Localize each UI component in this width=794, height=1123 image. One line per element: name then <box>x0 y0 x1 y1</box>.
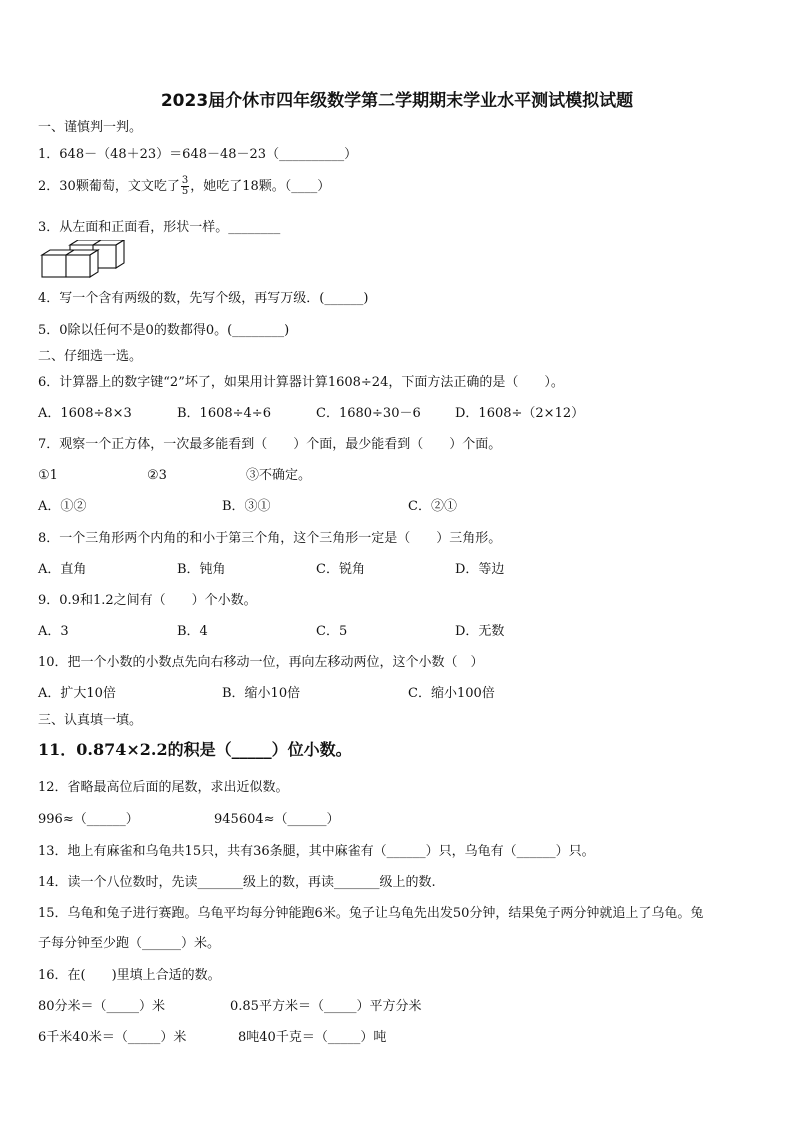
q16-part-d: 8吨40千克＝（_____）吨 <box>238 1030 387 1045</box>
question-6: 6．计算器上的数字键“2”坏了，如果用计算器计算1608÷24，下面方法正确的是（ ）。 <box>38 375 564 390</box>
q8-option-a: A．直角 <box>38 562 87 577</box>
q7-choice-2: ②3 <box>147 468 167 483</box>
question-9: 9．0.9和1.2之间有（ ）个小数。 <box>38 593 257 608</box>
page-title: 2023届介休市四年级数学第二学期期末学业水平测试模拟试题 <box>160 91 634 111</box>
q9-option-a: A．3 <box>38 624 69 639</box>
question-14: 14．读一个八位数时，先读_______级上的数，再读_______级上的数. <box>38 875 436 890</box>
question-8: 8．一个三角形两个内角的和小于第三个角，这个三角形一定是（ ）三角形。 <box>38 531 502 546</box>
question-4: 4．写一个含有两级的数，先写个级，再写万级．(______) <box>38 291 369 306</box>
q12-part-a: 996≈（______） <box>38 812 139 827</box>
question-13: 13．地上有麻雀和乌龟共15只，共有36条腿，其中麻雀有（______）只，乌龟有（______）只。 <box>38 844 595 859</box>
q7-option-b: B．③① <box>222 499 271 514</box>
q12-part-b: 945604≈（______） <box>214 812 340 827</box>
cube-front-left <box>42 255 66 277</box>
question-11: 11．0.874×2.2的积是（_____）位小数。 <box>38 740 352 759</box>
q7-option-a: A．①② <box>38 499 87 514</box>
question-15-line-1: 15．乌龟和兔子进行赛跑。乌龟平均每分钟能跑6米。兔子让乌龟先出发50分钟，结果兔子两分钟就追上了乌龟。兔 <box>38 906 704 921</box>
question-2 <box>38 176 330 197</box>
question-15-line-2: 子每分钟至少跑（______）米。 <box>38 936 221 951</box>
q10-option-a: A．扩大10倍 <box>38 686 116 701</box>
q6-option-d: D．1608÷（2×12） <box>455 406 585 421</box>
fraction-three-fifths <box>181 176 189 197</box>
question-10: 10．把一个小数的小数点先向右移动一位，再向左移动两位，这个小数（ ） <box>38 655 484 670</box>
q7-choice-3: ③不确定。 <box>246 468 312 483</box>
section-heading-judge: 一、谨慎判一判。 <box>38 120 143 135</box>
cube-row-side <box>90 250 98 277</box>
q7-choice-1: ①1 <box>38 468 58 483</box>
q6-option-b: B．1608÷4÷6 <box>177 406 271 421</box>
question-1: 1．648－（48＋23）＝648－48－23（__________） <box>38 147 358 162</box>
q10-option-b: B．缩小10倍 <box>222 686 301 701</box>
q7-option-c: C．②① <box>408 499 457 514</box>
question-5: 5．0除以任何不是0的数都得0。(________) <box>38 323 290 338</box>
q9-option-c: C．5 <box>316 624 348 639</box>
section-heading-choose: 二、仔细选一选。 <box>38 349 143 364</box>
q8-option-b: B．钝角 <box>177 562 226 577</box>
question-7: 7．观察一个正方体，一次最多能看到（ ）个面，最少能看到（ ）个面。 <box>38 437 502 452</box>
q9-option-d: D．无数 <box>455 624 505 639</box>
q8-option-d: D．等边 <box>455 562 505 577</box>
q6-option-c: C．1680÷30－6 <box>316 406 421 421</box>
fraction-numerator: 3 <box>181 175 189 186</box>
cube-right-face <box>116 240 124 268</box>
q8-option-c: C．锐角 <box>316 562 365 577</box>
q16-part-a: 80分米＝（_____）米 <box>38 999 166 1014</box>
question-16: 16．在( )里填上合适的数。 <box>38 968 221 983</box>
question-3: 3．从左面和正面看，形状一样。________ <box>38 220 281 235</box>
q10-option-c: C．缩小100倍 <box>408 686 495 701</box>
q9-option-b: B．4 <box>177 624 208 639</box>
q16-part-c: 6千米40米＝（_____）米 <box>38 1030 187 1045</box>
question-2-text-a: 2．30颗葡萄，文文吃了 <box>38 179 180 194</box>
q16-part-b: 0.85平方米＝（_____）平方分米 <box>230 999 422 1014</box>
q6-option-a: A．1608÷8×3 <box>38 406 132 421</box>
section-heading-fill: 三、认真填一填。 <box>38 713 143 728</box>
cube-front-right <box>66 255 90 277</box>
cube-figure-icon <box>40 240 130 282</box>
question-2-text-b: ，她吃了18颗。（____） <box>190 179 331 194</box>
question-12: 12．省略最高位后面的尾数，求出近似数。 <box>38 780 289 795</box>
fraction-denominator: 5 <box>181 186 189 197</box>
